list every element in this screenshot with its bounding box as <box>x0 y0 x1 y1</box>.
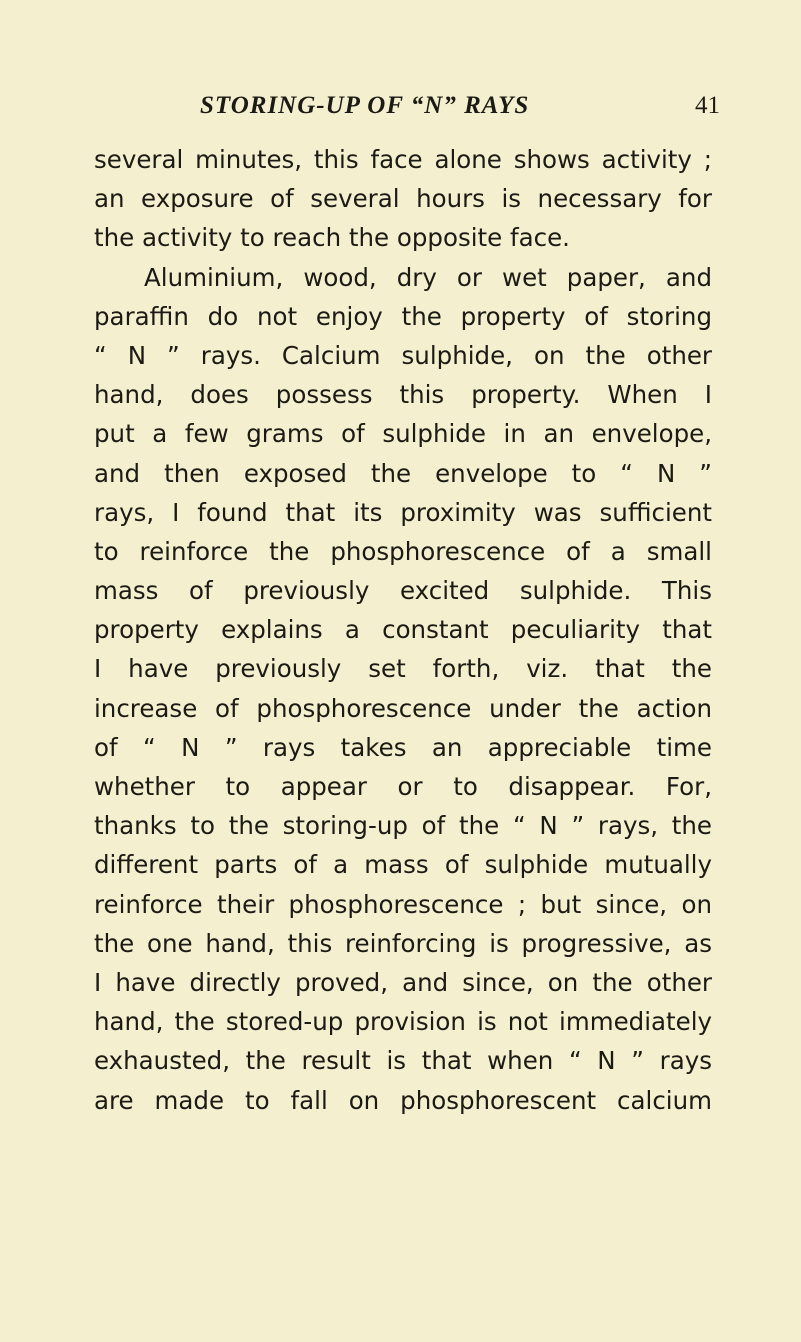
text-line: and then exposed the envelope to “ N ” <box>94 458 712 488</box>
text-line: the one hand, this reinforcing is progressive, as <box>94 928 712 958</box>
text-line: thanks to the storing-up of the “ N ” rays, the <box>94 811 712 841</box>
text-line: exhausted, the result is that when “ N ” rays <box>94 1046 712 1076</box>
text-line: are made to fall on phosphorescent calcium <box>94 1085 712 1115</box>
text-line: hand, does possess this property. When I <box>94 380 712 410</box>
text-line: an exposure of several hours is necessary for <box>94 184 712 214</box>
text-line: “ N ” rays. Calcium sulphide, on the other <box>94 340 712 370</box>
running-head: STORING-UP OF “N” RAYS <box>200 92 530 119</box>
text-line: increase of phosphorescence under the action <box>94 693 712 723</box>
text-line: I have previously set forth, viz. that the <box>94 654 712 684</box>
text-line: to reinforce the phosphorescence of a small <box>94 536 712 566</box>
text-line: reinforce their phosphorescence ; but since, on <box>94 889 712 919</box>
page-number: 41 <box>695 92 720 119</box>
text-line: hand, the stored-up provision is not immediately <box>94 1007 712 1037</box>
text-line: property explains a constant peculiarity that <box>94 615 712 645</box>
text-line: several minutes, this face alone shows activity ; <box>94 145 712 174</box>
text-line: Aluminium, wood, dry or wet paper, and <box>144 262 712 292</box>
body-text <box>94 140 712 1120</box>
text-line: of “ N ” rays takes an appreciable time <box>94 732 712 762</box>
text-line: mass of previously excited sulphide. This <box>94 576 712 606</box>
text-line: different parts of a mass of sulphide mutually <box>94 850 712 880</box>
text-line: rays, I found that its proximity was sufficient <box>94 497 712 527</box>
text-line: whether to appear or to disappear. For, <box>94 772 712 801</box>
text-line: the activity to reach the opposite face. <box>94 223 570 253</box>
text-line: paraffin do not enjoy the property of storing <box>94 301 712 331</box>
text-line: put a few grams of sulphide in an envelope, <box>94 419 712 449</box>
text-line: I have directly proved, and since, on the other <box>94 967 712 997</box>
